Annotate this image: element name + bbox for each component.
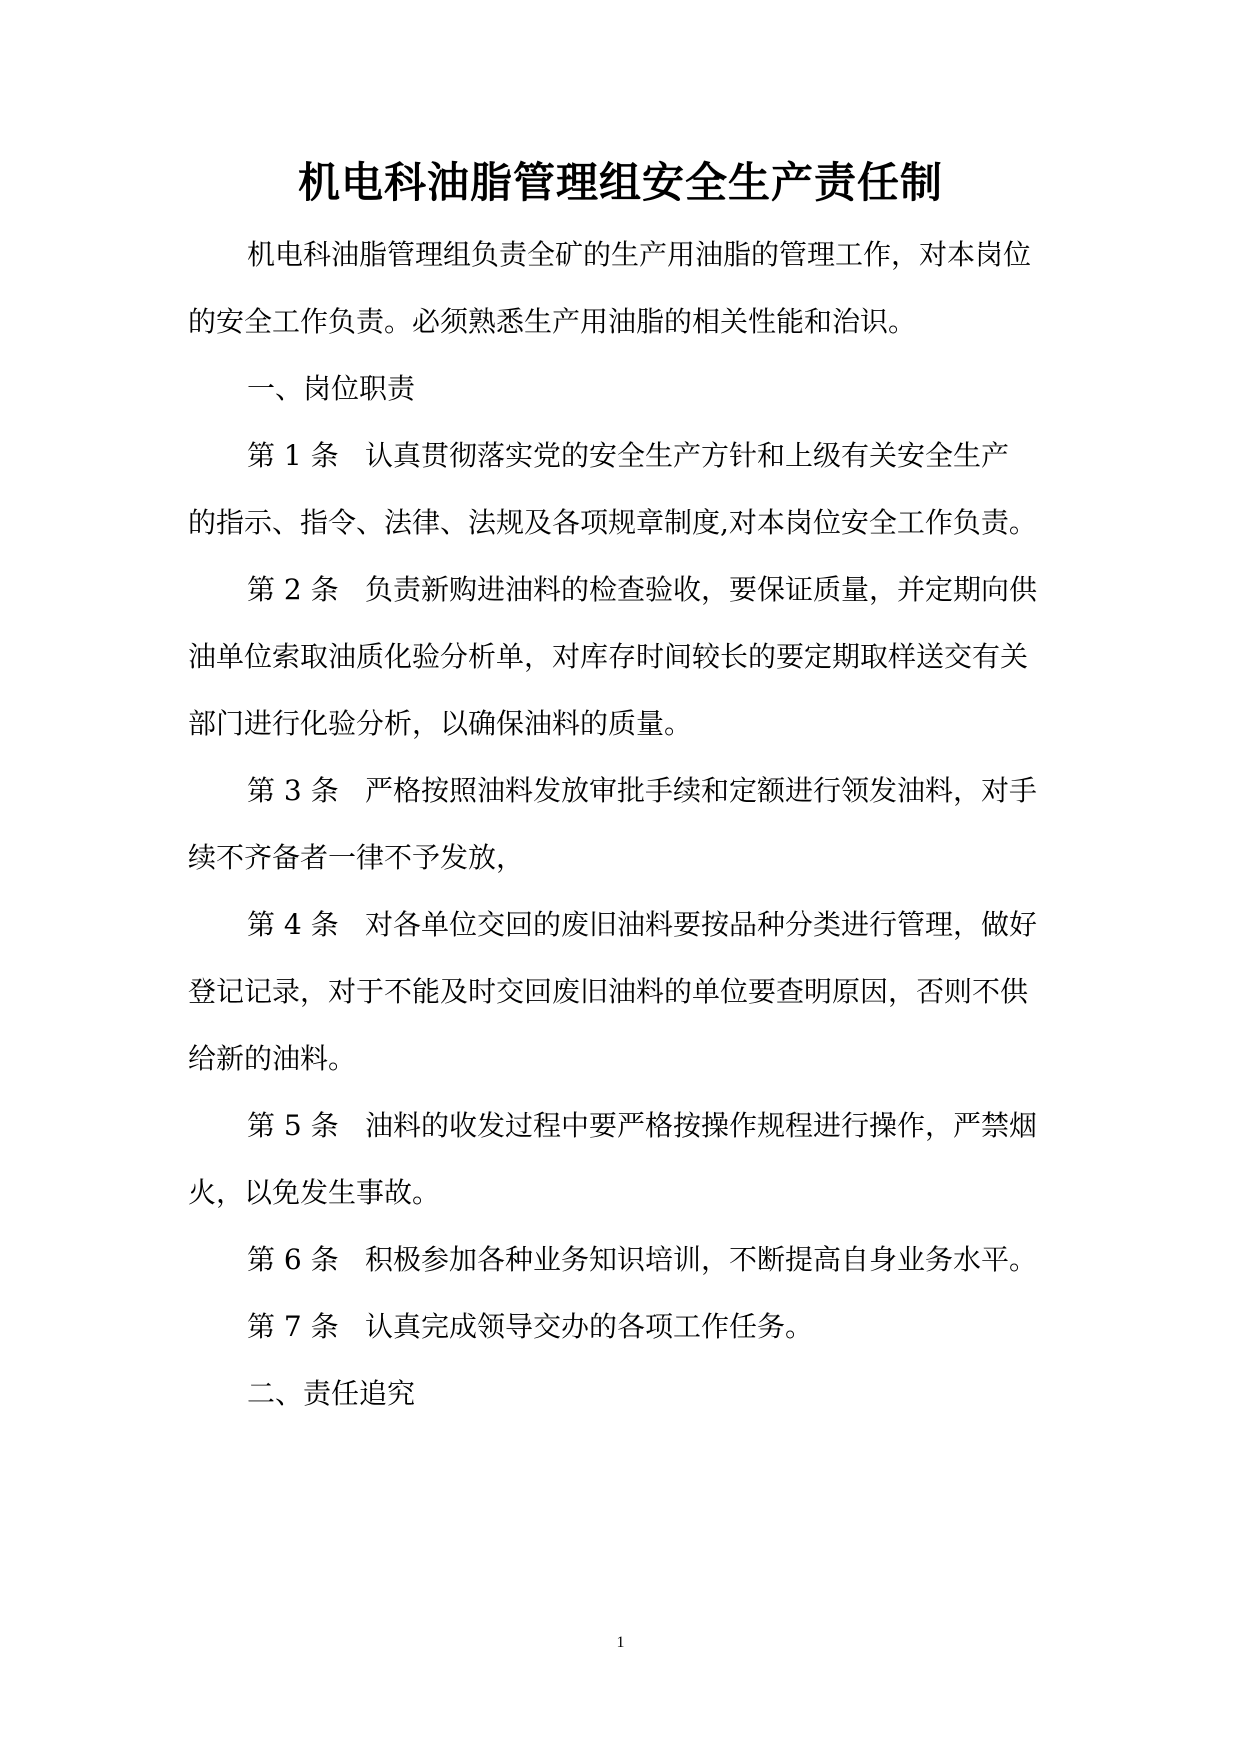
document-title: 机电科油脂管理组安全生产责任制 <box>297 158 943 207</box>
article-4-cont-1: 登记记录，对于不能及时交回废旧油料的单位要查明原因，否则不供 <box>188 975 1029 1008</box>
article-1 <box>247 436 1009 476</box>
article-text: 油料的收发过程中要严格按操作规程进行操作，严禁烟 <box>365 1109 1038 1142</box>
article-6 <box>247 1240 1037 1280</box>
article-text: 对各单位交回的废旧油料要按品种分类进行管理，做好 <box>365 908 1038 941</box>
article-3-cont-1: 续不齐备者一律不予发放， <box>188 841 525 874</box>
article-label: 第 4 条 <box>247 908 339 941</box>
article-label: 第 2 条 <box>247 573 339 606</box>
section-heading-duties: 一、岗位职责 <box>247 372 416 405</box>
article-label: 第 6 条 <box>247 1243 339 1276</box>
intro-line-2: 的安全工作负责。必须熟悉生产用油脂的相关性能和治识。 <box>188 305 917 338</box>
article-text: 积极参加各种业务知识培训，不断提高自身业务水平。 <box>365 1243 1038 1276</box>
article-label: 第 1 条 <box>247 439 339 472</box>
article-2 <box>247 570 1037 610</box>
intro-line-1: 机电科油脂管理组负责全矿的生产用油脂的管理工作，对本岗位 <box>247 238 1032 271</box>
page-number: 1 <box>616 1634 625 1651</box>
article-4-cont-2: 给新的油料。 <box>188 1042 357 1075</box>
article-2-cont-2: 部门进行化验分析，以确保油料的质量。 <box>188 707 693 740</box>
article-label: 第 5 条 <box>247 1109 339 1142</box>
article-3 <box>247 771 1037 811</box>
article-1-cont-1: 的指示、指令、法律、法规及各项规章制度,对本岗位安全工作负责。 <box>188 506 1037 539</box>
article-7 <box>247 1307 813 1347</box>
article-text: 负责新购进油料的检查验收，要保证质量，并定期向供 <box>365 573 1038 606</box>
article-5 <box>247 1106 1037 1146</box>
section-heading-accountability: 二、责任追究 <box>247 1377 416 1410</box>
article-2-cont-1: 油单位索取油质化验分析单，对库存时间较长的要定期取样送交有关 <box>188 640 1029 673</box>
article-text: 认真完成领导交办的各项工作任务。 <box>365 1310 814 1343</box>
article-label: 第 7 条 <box>247 1310 339 1343</box>
article-text: 认真贯彻落实党的安全生产方针和上级有关安全生产 <box>365 439 1010 472</box>
article-text: 严格按照油料发放审批手续和定额进行领发油料，对手 <box>365 774 1038 807</box>
article-5-cont-1: 火，以免发生事故。 <box>188 1176 441 1209</box>
article-4 <box>247 905 1037 945</box>
article-label: 第 3 条 <box>247 774 339 807</box>
